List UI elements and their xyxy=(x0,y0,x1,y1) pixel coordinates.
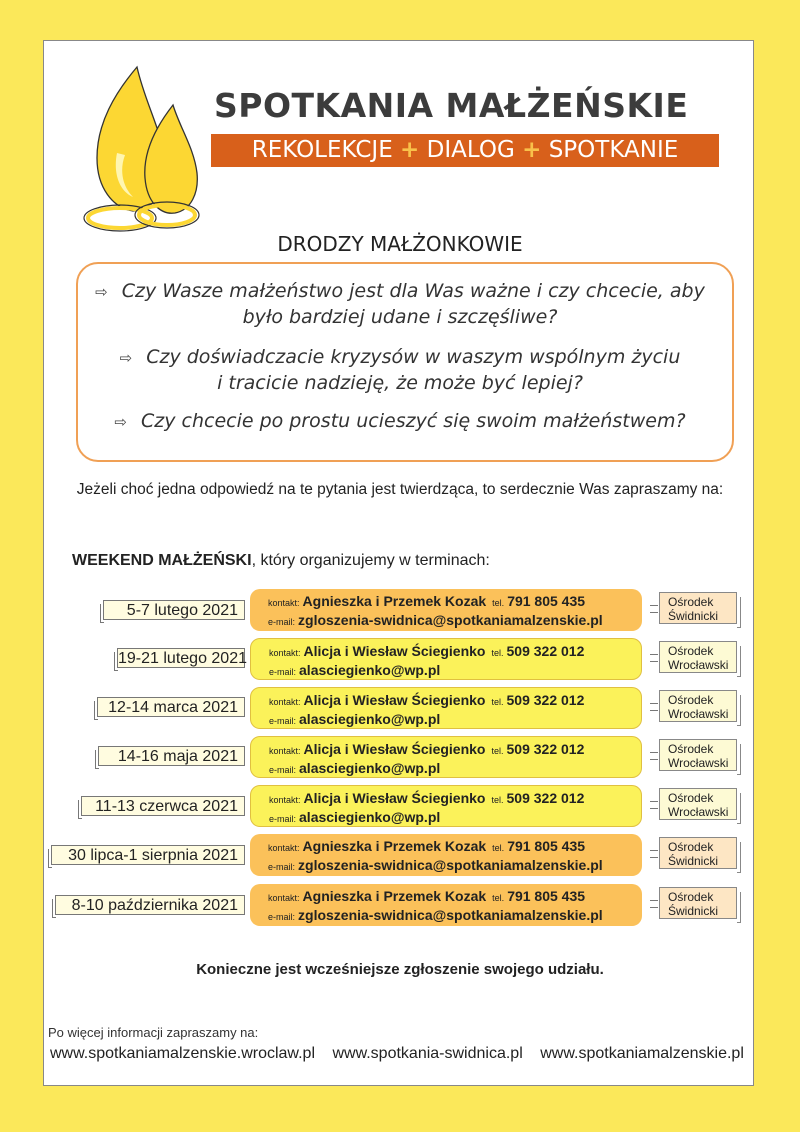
page-title: SPOTKANIA MAŁŻEŃSKIE xyxy=(214,86,689,125)
event-date: 12-14 marca 2021 xyxy=(97,697,245,717)
website-link[interactable]: www.spotkaniamalzenskie.pl xyxy=(540,1045,744,1062)
email-label: e-mail: xyxy=(268,912,296,922)
tel-label: tel. xyxy=(492,843,505,853)
contact-phone: 791 805 435 xyxy=(507,888,586,904)
event-contact xyxy=(250,687,642,729)
contact-names: Alicja i Wiesław Ściegienko xyxy=(303,643,486,659)
question-text: Czy Wasze małżeństwo jest dla Was ważne i czy chcecie, aby xyxy=(121,280,705,302)
center-line: Wrocławski xyxy=(668,756,729,770)
center-line: Ośrodek xyxy=(668,693,714,707)
event-date: 8-10 października 2021 xyxy=(55,895,245,915)
center-line: Wrocławski xyxy=(668,707,729,721)
contact-phone: 509 322 012 xyxy=(506,692,585,708)
email-label: e-mail: xyxy=(269,814,297,824)
event-center xyxy=(659,788,737,820)
contact-label: kontakt: xyxy=(269,697,301,707)
center-line: Świdnicki xyxy=(668,904,719,918)
email-label: e-mail: xyxy=(268,617,296,627)
tel-label: tel. xyxy=(491,795,504,805)
arrow-right-icon: ⇨ xyxy=(114,413,127,431)
email-label: e-mail: xyxy=(269,716,297,726)
weekend-heading xyxy=(72,552,490,570)
tel-label: tel. xyxy=(491,746,504,756)
center-line: Świdnicki xyxy=(668,609,719,623)
contact-names: Agnieszka i Przemek Kozak xyxy=(302,838,487,854)
tel-label: tel. xyxy=(492,598,505,608)
event-date: 30 lipca-1 sierpnia 2021 xyxy=(51,845,245,865)
event-date: 5-7 lutego 2021 xyxy=(103,600,245,620)
intro-text: Jeżeli choć jedna odpowiedź na te pytania jest twierdząca, to serdecznie Was zapraszamy na: xyxy=(76,481,724,498)
center-line: Ośrodek xyxy=(668,890,714,904)
arrow-right-icon: ⇨ xyxy=(95,283,108,301)
event-center xyxy=(659,690,737,722)
contact-label: kontakt: xyxy=(269,795,301,805)
center-line: Ośrodek xyxy=(668,791,714,805)
weekend-rest: , który organizujemy w terminach: xyxy=(251,552,490,569)
contact-email[interactable]: zgloszenia-swidnica@spotkaniamalzenskie.pl xyxy=(298,612,603,628)
tel-label: tel. xyxy=(492,893,505,903)
question-3 xyxy=(0,409,800,435)
contact-names: Alicja i Wiesław Ściegienko xyxy=(303,790,486,806)
contact-email[interactable]: zgloszenia-swidnica@spotkaniamalzenskie.pl xyxy=(298,857,603,873)
event-center xyxy=(659,592,737,624)
contact-label: kontakt: xyxy=(268,598,300,608)
contact-label: kontakt: xyxy=(268,843,300,853)
tel-label: tel. xyxy=(491,648,504,658)
event-center xyxy=(659,641,737,673)
center-line: Ośrodek xyxy=(668,840,714,854)
contact-names: Agnieszka i Przemek Kozak xyxy=(302,888,487,904)
event-date: 11-13 czerwca 2021 xyxy=(81,796,245,816)
contact-email[interactable]: alasciegienko@wp.pl xyxy=(299,809,441,825)
question-text: było bardziej udane i szczęśliwe? xyxy=(242,306,558,328)
greeting-heading: DRODZY MAŁŻONKOWIE xyxy=(277,232,523,256)
subtitle-plus: + xyxy=(522,137,542,163)
contact-names: Agnieszka i Przemek Kozak xyxy=(302,593,487,609)
question-text: i tracicie nadzieję, że może być lepiej? xyxy=(217,372,583,394)
subtitle-part: DIALOG xyxy=(426,137,515,163)
center-line: Ośrodek xyxy=(668,644,714,658)
contact-email[interactable]: alasciegienko@wp.pl xyxy=(299,662,441,678)
event-contact xyxy=(250,638,642,680)
event-date: 19-21 lutego 2021 xyxy=(118,650,247,667)
event-center xyxy=(659,837,737,869)
email-label: e-mail: xyxy=(268,862,296,872)
email-label: e-mail: xyxy=(269,667,297,677)
event-contact xyxy=(250,589,642,631)
website-link[interactable]: www.spotkaniamalzenskie.wroclaw.pl xyxy=(50,1045,315,1062)
contact-phone: 791 805 435 xyxy=(507,593,586,609)
center-line: Wrocławski xyxy=(668,805,729,819)
event-date: 14-16 maja 2021 xyxy=(98,746,245,766)
subtitle-plus: + xyxy=(400,137,420,163)
arrow-right-icon: ⇨ xyxy=(119,349,133,367)
contact-label: kontakt: xyxy=(268,893,300,903)
weekend-title: WEEKEND MAŁŻEŃSKI xyxy=(72,552,252,569)
event-contact xyxy=(250,884,642,926)
event-contact xyxy=(250,834,642,876)
contact-email[interactable]: zgloszenia-swidnica@spotkaniamalzenskie.pl xyxy=(298,907,603,923)
contact-phone: 791 805 435 xyxy=(507,838,586,854)
question-1 xyxy=(0,279,800,330)
website-links xyxy=(50,1045,756,1063)
event-center xyxy=(659,887,737,919)
website-link[interactable]: www.spotkania-swidnica.pl xyxy=(332,1045,523,1062)
contact-phone: 509 322 012 xyxy=(506,741,585,757)
more-info-label: Po więcej informacji zapraszamy na: xyxy=(48,1025,259,1040)
subtitle-part: SPOTKANIE xyxy=(548,137,679,163)
event-center xyxy=(659,739,737,771)
flame-rings-logo xyxy=(75,63,205,238)
registration-note: Konieczne jest wcześniejsze zgłoszenie swojego udziału. xyxy=(196,961,604,978)
center-line: Wrocławski xyxy=(668,658,729,672)
center-line: Świdnicki xyxy=(668,854,719,868)
contact-names: Alicja i Wiesław Ściegienko xyxy=(303,692,486,708)
contact-phone: 509 322 012 xyxy=(506,643,585,659)
contact-phone: 509 322 012 xyxy=(506,790,585,806)
center-line: Ośrodek xyxy=(668,595,714,609)
subtitle-part: REKOLEKCJE xyxy=(251,137,393,163)
subtitle-banner xyxy=(211,134,719,167)
question-2 xyxy=(0,345,800,396)
contact-names: Alicja i Wiesław Ściegienko xyxy=(303,741,486,757)
contact-label: kontakt: xyxy=(269,746,301,756)
question-text: Czy chcecie po prostu ucieszyć się swoim małżeństwem? xyxy=(140,410,686,432)
center-line: Ośrodek xyxy=(668,742,714,756)
event-contact xyxy=(250,736,642,778)
contact-email[interactable]: alasciegienko@wp.pl xyxy=(299,711,441,727)
email-label: e-mail: xyxy=(269,765,297,775)
contact-label: kontakt: xyxy=(269,648,301,658)
question-text: Czy doświadczacie kryzysów w waszym wspólnym życiu xyxy=(146,346,681,368)
contact-email[interactable]: alasciegienko@wp.pl xyxy=(299,760,441,776)
event-contact xyxy=(250,785,642,827)
tel-label: tel. xyxy=(491,697,504,707)
